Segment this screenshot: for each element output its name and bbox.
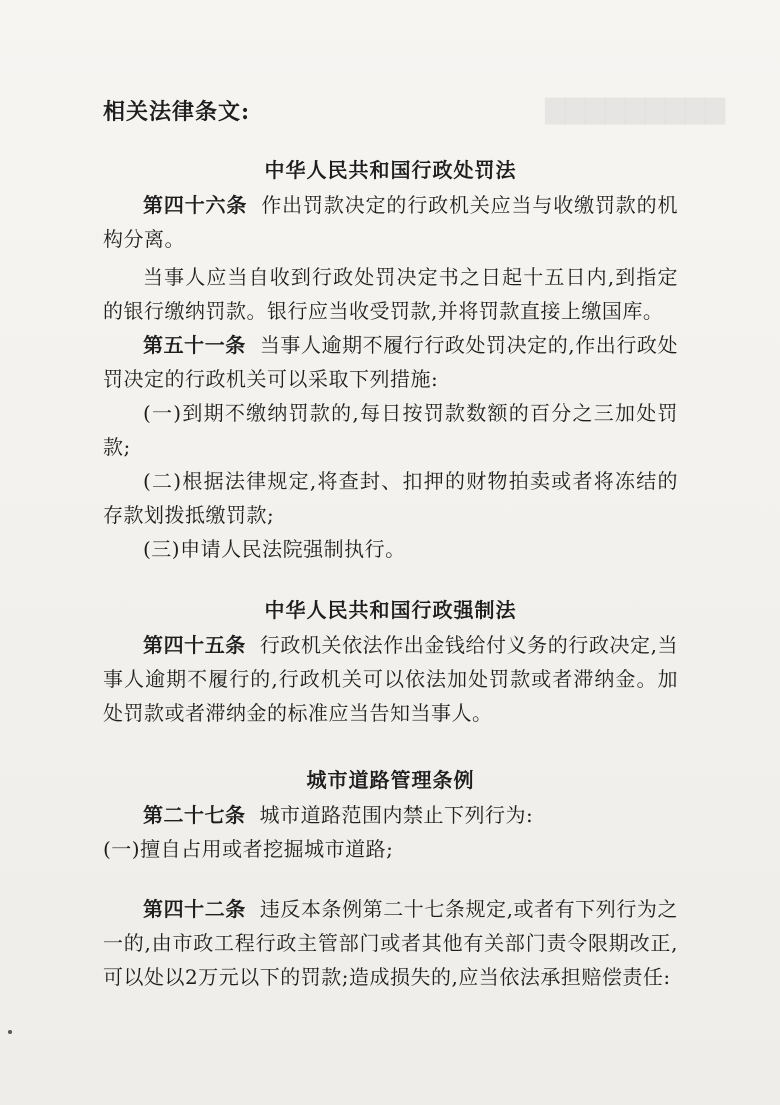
article-item: (一)到期不缴纳罚款的,每日按罚款数额的百分之三加处罚款; [103,401,678,459]
article-item: (三)申请人民法院强制执行。 [143,537,406,561]
scan-speck [8,1030,12,1034]
article-number: 第四十二条 [143,897,246,921]
article-text: 行政机关依法作出金钱给付义务的行政决定,当事人逾期不履行的,行政机关可以依法加处罚款或者滞纳金。加处罚款或者滞纳金的标准应当告知当事人。 [103,633,678,725]
article-paragraph [103,892,678,994]
article-number: 第五十一条 [143,333,246,357]
law-title-administrative-penalty: 中华人民共和国行政处罚法 [264,158,517,182]
article-text: 当事人逾期不履行行政处罚决定的,作出行政处罚决定的行政机关可以采取下列措施: [103,333,678,391]
article-paragraph [103,628,678,730]
article-text: 违反本条例第二十七条规定,或者有下列行为之一的,由市政工程行政主管部门或者其他有关部门责令限期改正,可以处以2万元以下的罚款;造成损失的,应当依法承担赔偿责任: [103,897,678,989]
law-title-administrative-enforcement: 中华人民共和国行政强制法 [264,598,517,622]
article-paragraph [103,188,678,256]
article-paragraph [103,328,678,396]
article-text: 作出罚款决定的行政机关应当与收缴罚款的机构分离。 [103,193,679,251]
article-number: 第四十六条 [143,193,248,217]
article-paragraph [103,798,678,832]
law-title-urban-road-regulation: 城市道路管理条例 [306,768,475,792]
article-text: 城市道路范围内禁止下列行为: [259,803,534,827]
doc-heading: 相关法律条文: [103,99,251,125]
article-paragraph: 当事人应当自收到行政处罚决定书之日起十五日内,到指定的银行缴纳罚款。银行应当收受罚款,并将罚款直接上缴国库。 [103,265,678,323]
article-number: 第四十五条 [143,633,246,657]
article-item: (一)擅自占用或者挖掘城市道路; [103,837,394,861]
article-item: (二)根据法律规定,将查封、扣押的财物拍卖或者将冻结的存款划拨抵缴罚款; [103,469,678,527]
article-number: 第二十七条 [143,803,246,827]
bleed-through-text: ▇▇▇▇▇▇▇▇▇ [545,95,725,125]
document-body [103,92,678,994]
